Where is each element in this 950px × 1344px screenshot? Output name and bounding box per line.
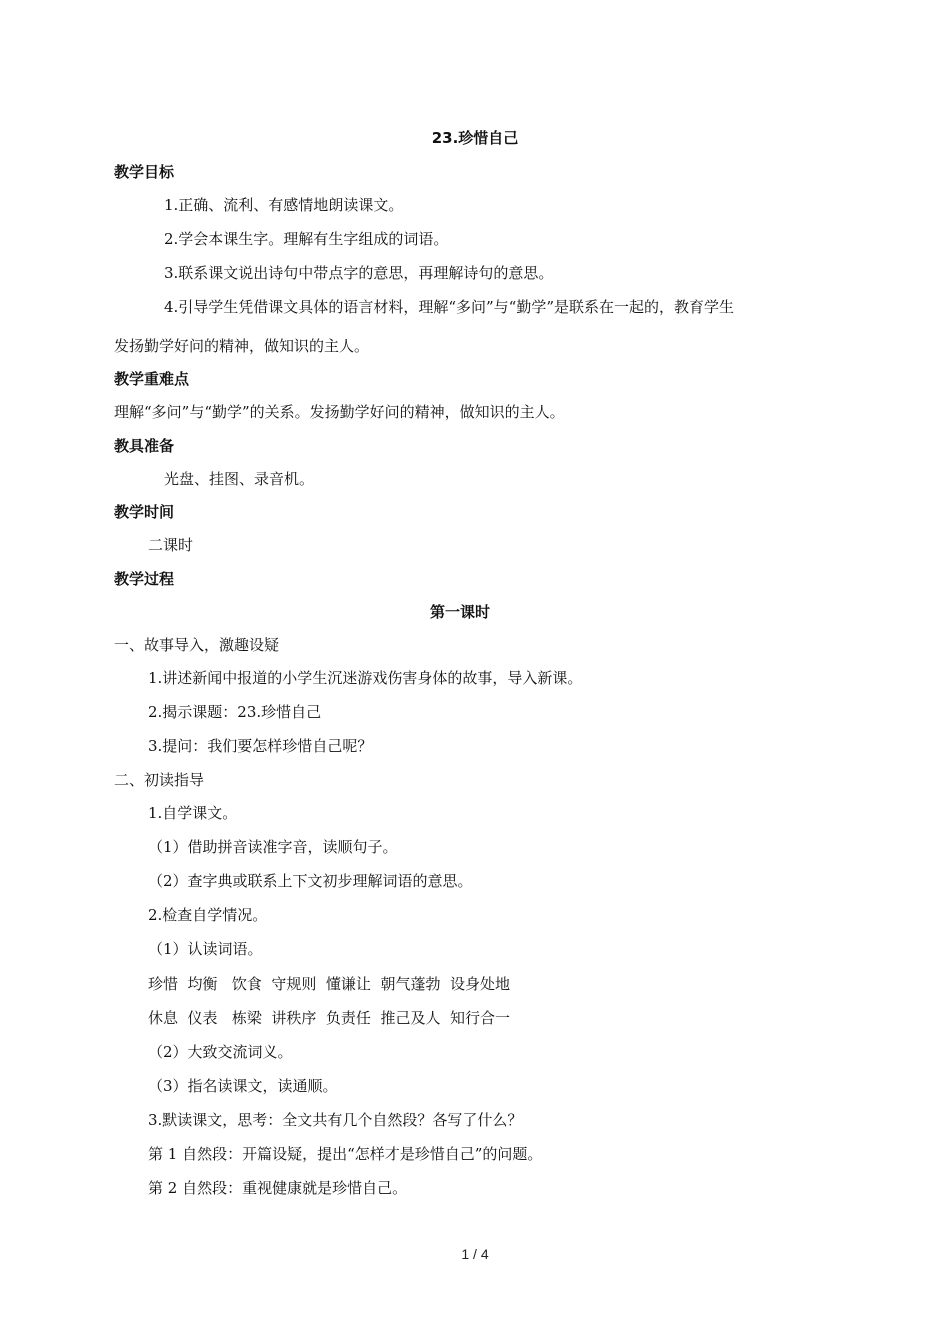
- page-number: 1 / 4: [461, 1246, 489, 1262]
- part-item: 2.揭示课题：23.珍惜自己: [148, 703, 322, 721]
- part-item: （2）大致交流词义。: [148, 1043, 293, 1061]
- goal-item: 2.学会本课生字。理解有生字组成的词语。: [164, 230, 449, 248]
- lesson-heading: 第一课时: [429, 603, 490, 621]
- key-points-heading: 教学重难点: [114, 370, 190, 388]
- part-item: 第 2 自然段：重视健康就是珍惜自己。: [148, 1179, 408, 1197]
- goal-item: 3.联系课文说出诗句中带点字的意思，再理解诗句的意思。: [164, 264, 554, 282]
- word-list: 休息 仪表 栋梁 讲秩序 负责任 推己及人 知行合一: [148, 1009, 510, 1027]
- process-heading: 教学过程: [114, 570, 175, 588]
- part-item: 1.讲述新闻中报道的小学生沉迷游戏伤害身体的故事，导入新课。: [148, 669, 583, 687]
- part-item: （2）查字典或联系上下文初步理解词语的意思。: [148, 872, 473, 890]
- part-heading: 二、初读指导: [114, 771, 205, 789]
- tools-text: 光盘、挂图、录音机。: [164, 470, 315, 488]
- key-points-text: 理解“多问”与“勤学”的关系。发扬勤学好问的精神，做知识的主人。: [114, 403, 565, 421]
- word-list: 珍惜 均衡 饮食 守规则 懂谦让 朝气蓬勃 设身处地: [148, 975, 510, 993]
- part-item: （3）指名读课文，读通顺。: [148, 1077, 338, 1095]
- goals-heading: 教学目标: [114, 163, 175, 181]
- part-item: 1.自学课文。: [148, 804, 238, 822]
- part-item: 第 1 自然段：开篇设疑，提出“怎样才是珍惜自己”的问题。: [148, 1145, 543, 1163]
- goal-item: 4.引导学生凭借课文具体的语言材料，理解“多问”与“勤学”是联系在一起的，教育学生: [164, 298, 734, 316]
- part-item: 3.默读课文，思考：全文共有几个自然段？各写了什么？: [148, 1111, 523, 1129]
- goal-item: 1.正确、流利、有感情地朗读课文。: [164, 196, 404, 214]
- goal-item-continuation: 发扬勤学好问的精神，做知识的主人。: [114, 337, 370, 355]
- document-title: 23.珍惜自己: [431, 129, 519, 147]
- part-item: （1）借助拼音读准字音，读顺句子。: [148, 838, 398, 856]
- time-heading: 教学时间: [114, 503, 175, 521]
- part-item: 3.提问：我们要怎样珍惜自己呢？: [148, 737, 373, 755]
- part-heading: 一、故事导入，激趣设疑: [114, 636, 280, 654]
- time-text: 二课时: [148, 536, 194, 554]
- part-item: （1）认读词语。: [148, 940, 263, 958]
- part-item: 2.检查自学情况。: [148, 906, 268, 924]
- tools-heading: 教具准备: [114, 437, 175, 455]
